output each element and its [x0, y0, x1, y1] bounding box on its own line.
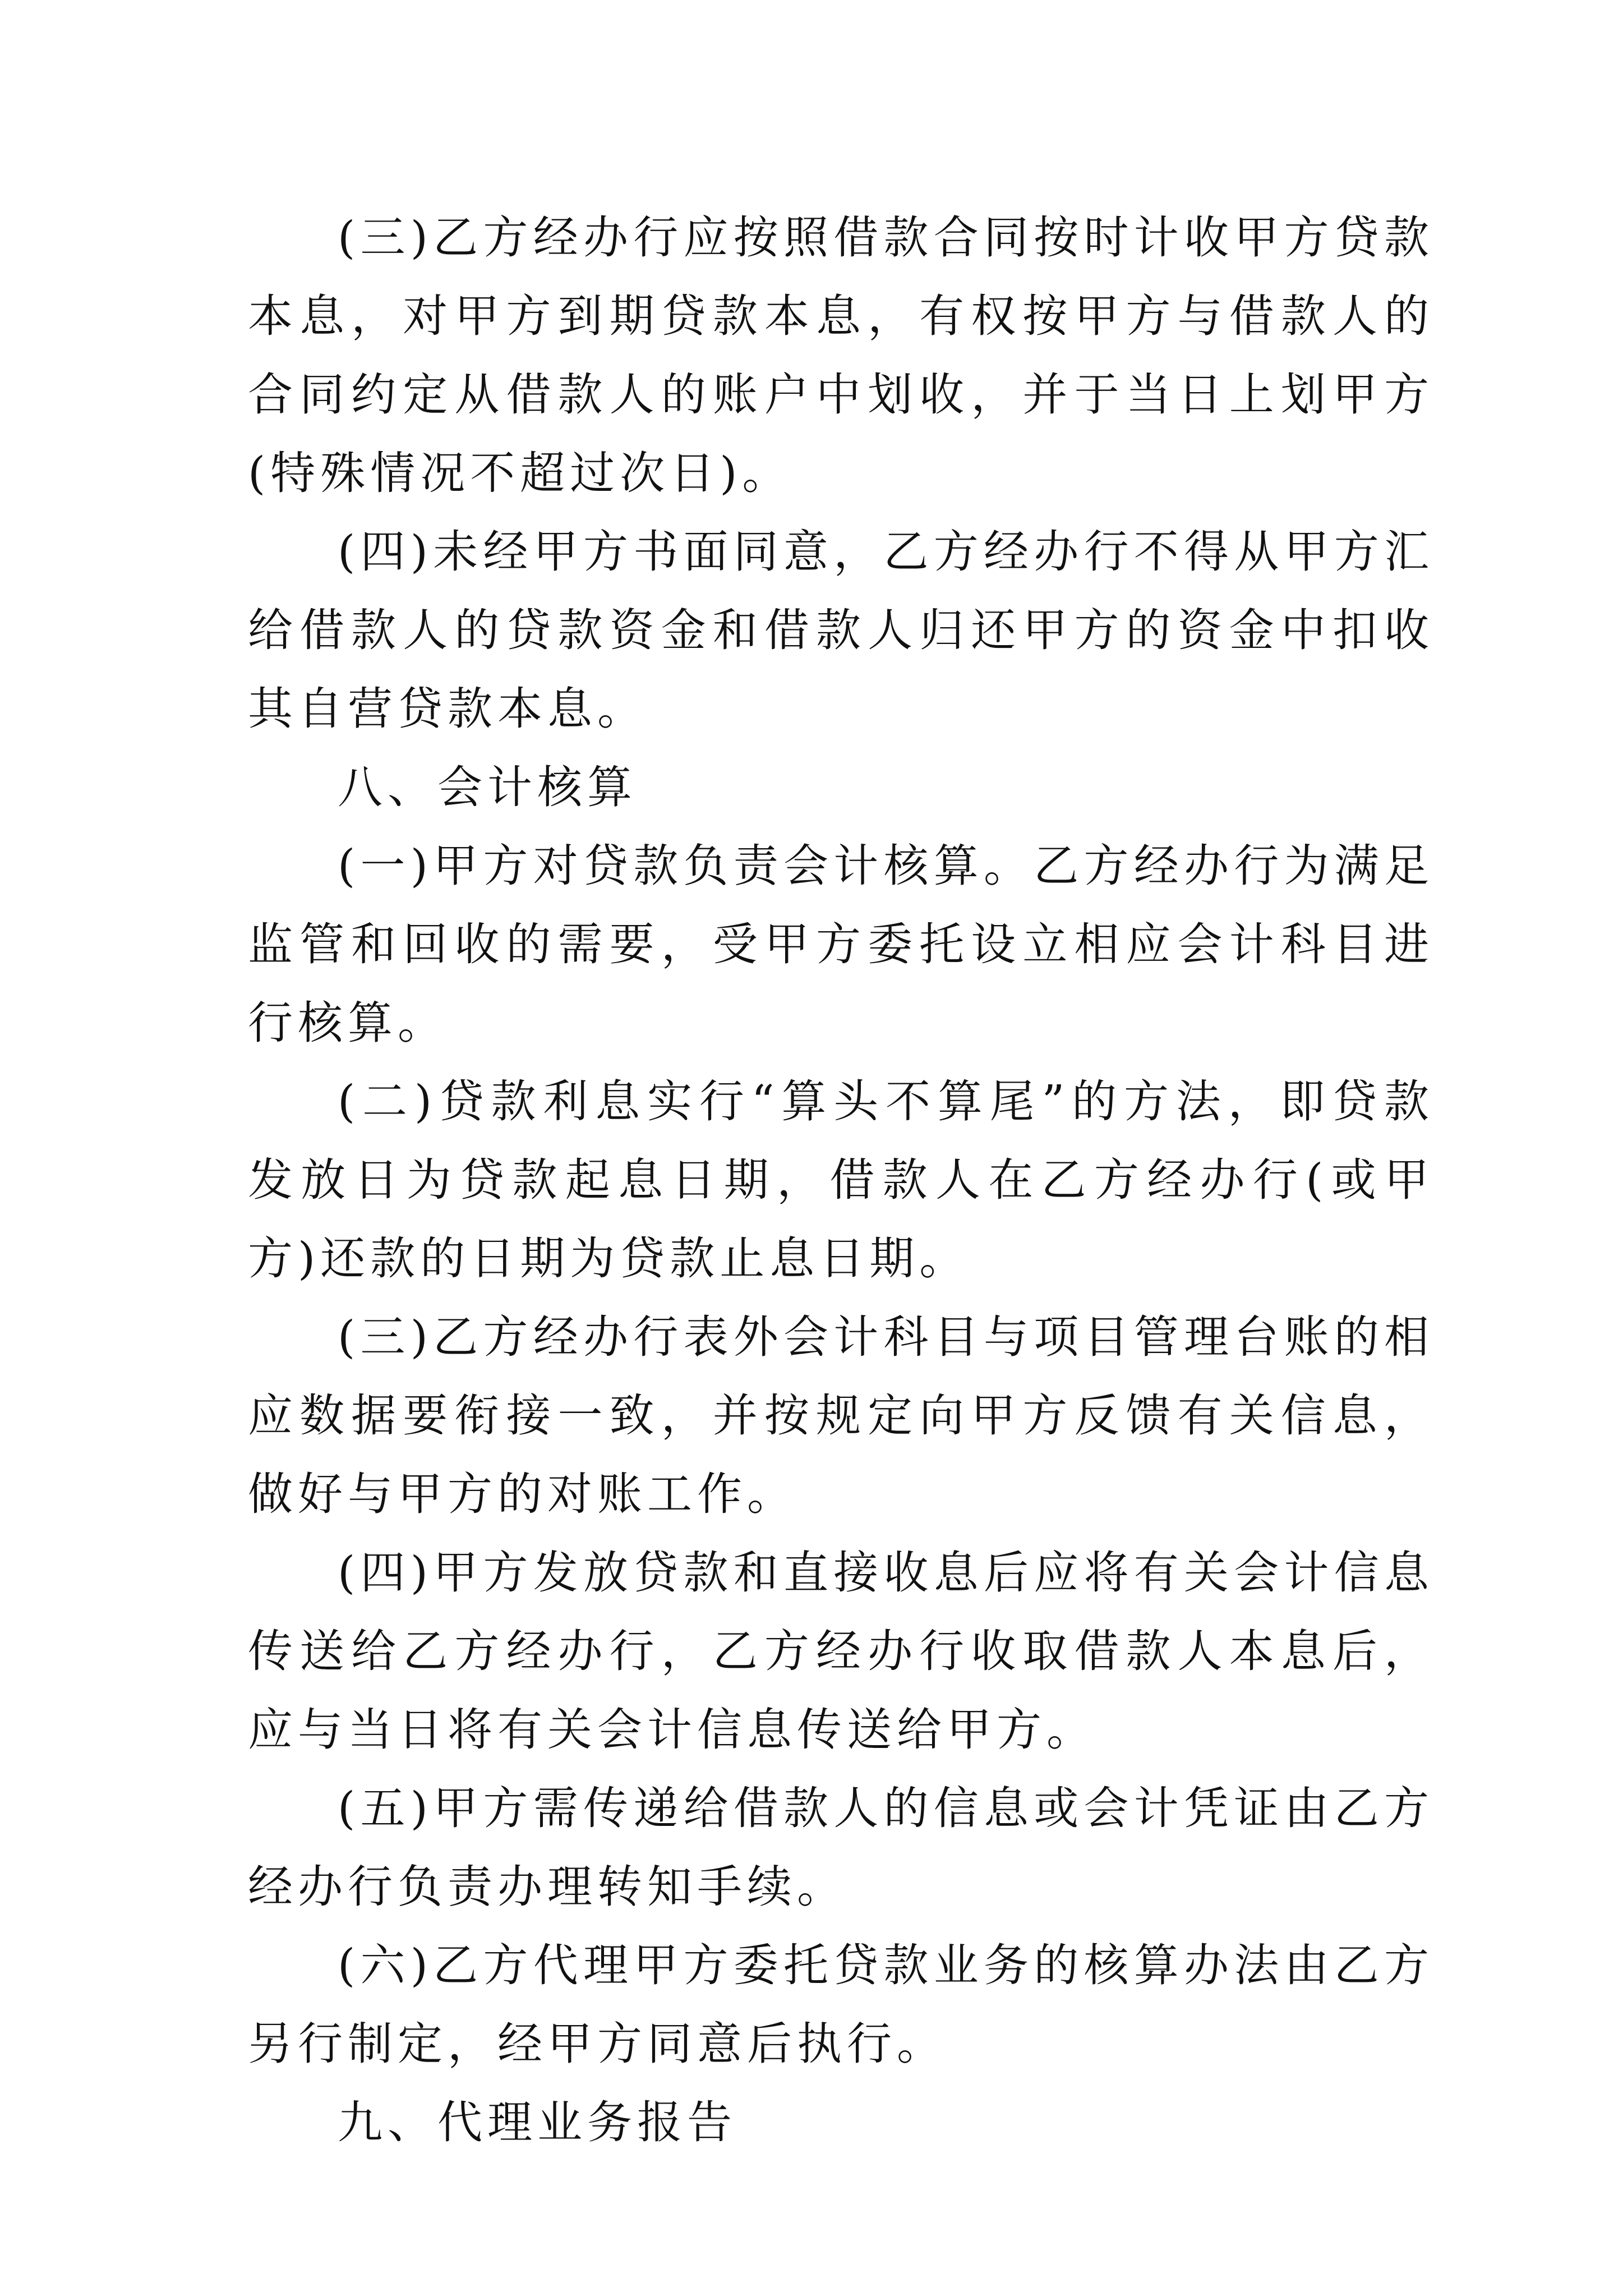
- para-8-2: (二)贷款利息实行“算头不算尾”的方法，即贷款发放日为贷款起息日期，借款人在乙方经办行(或甲方)还款的日期为贷款止息日期。: [248, 1075, 1434, 1285]
- para-8-5: (五)甲方需传递给借款人的信息或会计凭证由乙方经办行负责办理转知手续。: [248, 1782, 1434, 1913]
- para-7-4: (四)未经甲方书面同意，乙方经办行不得从甲方汇给借款人的贷款资金和借款人归还甲方的资金中扣收其自营贷款本息。: [248, 526, 1434, 735]
- para-8-6: (六)乙方代理甲方委托贷款业务的核算办法由乙方另行制定，经甲方同意后执行。: [248, 1939, 1434, 2070]
- para-7-3: (三)乙方经办行应按照借款合同按时计收甲方贷款本息，对甲方到期贷款本息，有权按甲方与借款人的合同约定从借款人的账户中划收，并于当日上划甲方(特殊情况不超过次日)。: [248, 211, 1434, 499]
- para-8-4: (四)甲方发放贷款和直接收息后应将有关会计信息传送给乙方经办行，乙方经办行收取借款人本息后，应与当日将有关会计信息传送给甲方。: [248, 1547, 1434, 1756]
- section-8-heading: 八、会计核算: [338, 761, 637, 813]
- para-8-3: (三)乙方经办行表外会计科目与项目管理台账的相应数据要衔接一致，并按规定向甲方反馈有关信息，做好与甲方的对账工作。: [248, 1311, 1434, 1520]
- para-8-1: (一)甲方对贷款负责会计核算。乙方经办行为满足监管和回收的需要，受甲方委托设立相应会计科目进行核算。: [248, 840, 1434, 1049]
- document-body: [248, 199, 1434, 2162]
- section-9-heading: 九、代理业务报告: [338, 2096, 737, 2148]
